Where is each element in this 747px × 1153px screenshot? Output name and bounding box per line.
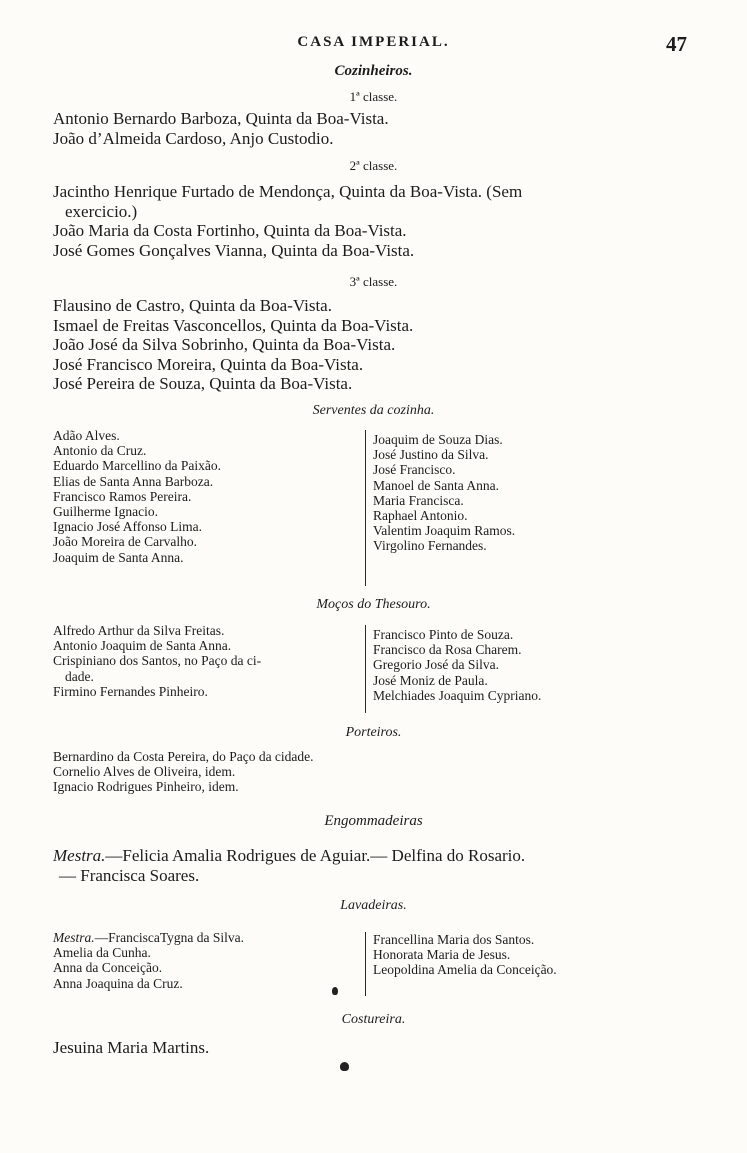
running-title: CASA IMPERIAL. (297, 34, 450, 50)
list-item: José Francisco. (373, 462, 456, 478)
list-item: Ismael de Freitas Vasconcellos, Quinta da Boa-Vista. (53, 315, 414, 335)
engommadeiras-names: —Felicia Amalia Rodrigues de Aguiar.— Delfina do Rosario. (105, 846, 526, 865)
list-item: Manoel de Santa Anna. (373, 477, 499, 493)
mestra-name: —FranciscaTygna da Silva. (94, 930, 245, 945)
list-item: José Gomes Gonçalves Vianna, Quinta da Boa-Vista. (53, 240, 415, 260)
list-item: Ignacio José Affonso Lima. (53, 519, 202, 535)
ink-speck (332, 987, 338, 995)
list-item: Flausino de Castro, Quinta da Boa-Vista. (53, 296, 332, 315)
serventes-right-column (373, 432, 683, 554)
list-class-3 (53, 296, 713, 394)
heading-serventes: Serventes da cozinha. (312, 403, 435, 418)
engommadeiras-text (53, 846, 703, 886)
list-item: Joaquim de Santa Anna. (53, 549, 184, 565)
list-class-1 (53, 109, 713, 148)
heading-porteiros: Porteiros. (345, 725, 402, 740)
column-divider (365, 625, 366, 713)
column-divider (365, 430, 366, 586)
lead-label: Mestra. (53, 846, 106, 865)
heading-engommadeiras: Engommadeiras (324, 813, 423, 829)
list-item: Maria Francisca. (373, 492, 464, 508)
mocos-right-column (373, 627, 683, 703)
list-item: Anna da Conceição. (53, 960, 163, 976)
mocos-columns (53, 623, 693, 715)
list-item: Cornelio Alves de Oliveira, idem. (53, 764, 236, 780)
list-item: José Pereira de Souza, Quinta da Boa-Vista. (53, 374, 353, 393)
page-number: 47 (666, 32, 687, 56)
list-item: Virgolino Fernandes. (373, 538, 487, 554)
heading-lavadeiras: Lavadeiras. (340, 898, 407, 913)
ink-speck (340, 1062, 349, 1071)
lavadeiras-right-column (373, 932, 683, 978)
list-item: Antonio da Cruz. (53, 443, 147, 459)
lavadeiras-left-column (53, 930, 365, 991)
list-item: Antonio Joaquim de Santa Anna. (53, 638, 232, 654)
list-item: Elias de Santa Anna Barboza. (53, 473, 214, 489)
list-item: Raphael Antonio. (373, 508, 468, 524)
list-item: Ignacio Rodrigues Pinheiro, idem. (53, 779, 239, 795)
list-item: Valentim Joaquim Ramos. (373, 523, 516, 539)
list-item: Alfredo Arthur da Silva Freitas. (53, 623, 225, 638)
list-item: Honorata Maria de Jesus. (373, 947, 511, 963)
heading-costureira: Costureira. (341, 1012, 406, 1027)
heading-mocos: Moços do Thesouro. (316, 597, 431, 612)
list-item: Leopoldina Amelia da Conceição. (373, 962, 557, 978)
list-item: Eduardo Marcellino da Paixão. (53, 458, 221, 474)
list-item: Melchiades Joaquim Cypriano. (373, 687, 542, 703)
list-item: José Francisco Moreira, Quinta da Boa-Vista. (53, 354, 364, 374)
heading-class-1: 1ª classe. (349, 89, 398, 104)
lead-label: Mestra. (53, 930, 95, 945)
list-class-2 (53, 182, 713, 260)
list-item: Jacintho Henrique Furtado de Mendonça, Quinta da Boa-Vista. (Sem (53, 182, 523, 201)
list-item: Firmino Fernandes Pinheiro. (53, 683, 208, 699)
page-header (0, 34, 747, 56)
list-item: Antonio Bernardo Barboza, Quinta da Boa-Vista. (53, 109, 389, 128)
list-item: João Moreira de Carvalho. (53, 534, 197, 550)
mocos-left-column (53, 623, 365, 699)
list-item: Amelia da Cunha. (53, 945, 151, 961)
engommadeiras-line-2: — Francisca Soares. (59, 866, 200, 885)
list-item: José Justino da Silva. (373, 447, 489, 463)
list-item: José Moniz de Paula. (373, 672, 488, 688)
list-item: dade. (65, 668, 94, 684)
heading-class-3: 3ª classe. (349, 274, 398, 289)
list-item: João José da Silva Sobrinho, Quinta da Boa-Vista. (53, 335, 396, 354)
serventes-left-column (53, 428, 365, 565)
list-item: Crispiniano dos Santos, no Paço da ci- (53, 653, 262, 669)
list-item: João Maria da Costa Fortinho, Quinta da Boa-Vista. (53, 221, 407, 240)
list-item: Joaquim de Souza Dias. (373, 432, 503, 447)
list-item (53, 930, 365, 945)
list-item: Anna Joaquina da Cruz. (53, 975, 183, 991)
list-item: Francisco Pinto de Souza. (373, 627, 514, 642)
list-item: Francisco Ramos Pereira. (53, 488, 192, 504)
list-item: Guilherme Ignacio. (53, 504, 158, 520)
serventes-columns (53, 428, 693, 588)
list-item: Gregorio José da Silva. (373, 657, 499, 673)
heading-cozinheiros: Cozinheiros. (334, 63, 413, 79)
list-item: João d’Almeida Cardoso, Anjo Custodio. (53, 128, 334, 148)
engommadeiras-line-1 (53, 846, 703, 866)
list-item: Francellina Maria dos Santos. (373, 932, 535, 947)
list-item: Bernardino da Costa Pereira, do Paço da cidade. (53, 749, 314, 764)
lavadeiras-columns (53, 930, 693, 998)
list-item: Adão Alves. (53, 428, 120, 443)
costureira-name: Jesuina Maria Martins. (53, 1038, 210, 1057)
column-divider (365, 932, 366, 996)
list-item: Francisco da Rosa Charem. (373, 642, 522, 658)
heading-class-2: 2ª classe. (349, 158, 398, 173)
list-porteiros (53, 749, 693, 795)
list-item: exercicio.) (65, 201, 138, 221)
